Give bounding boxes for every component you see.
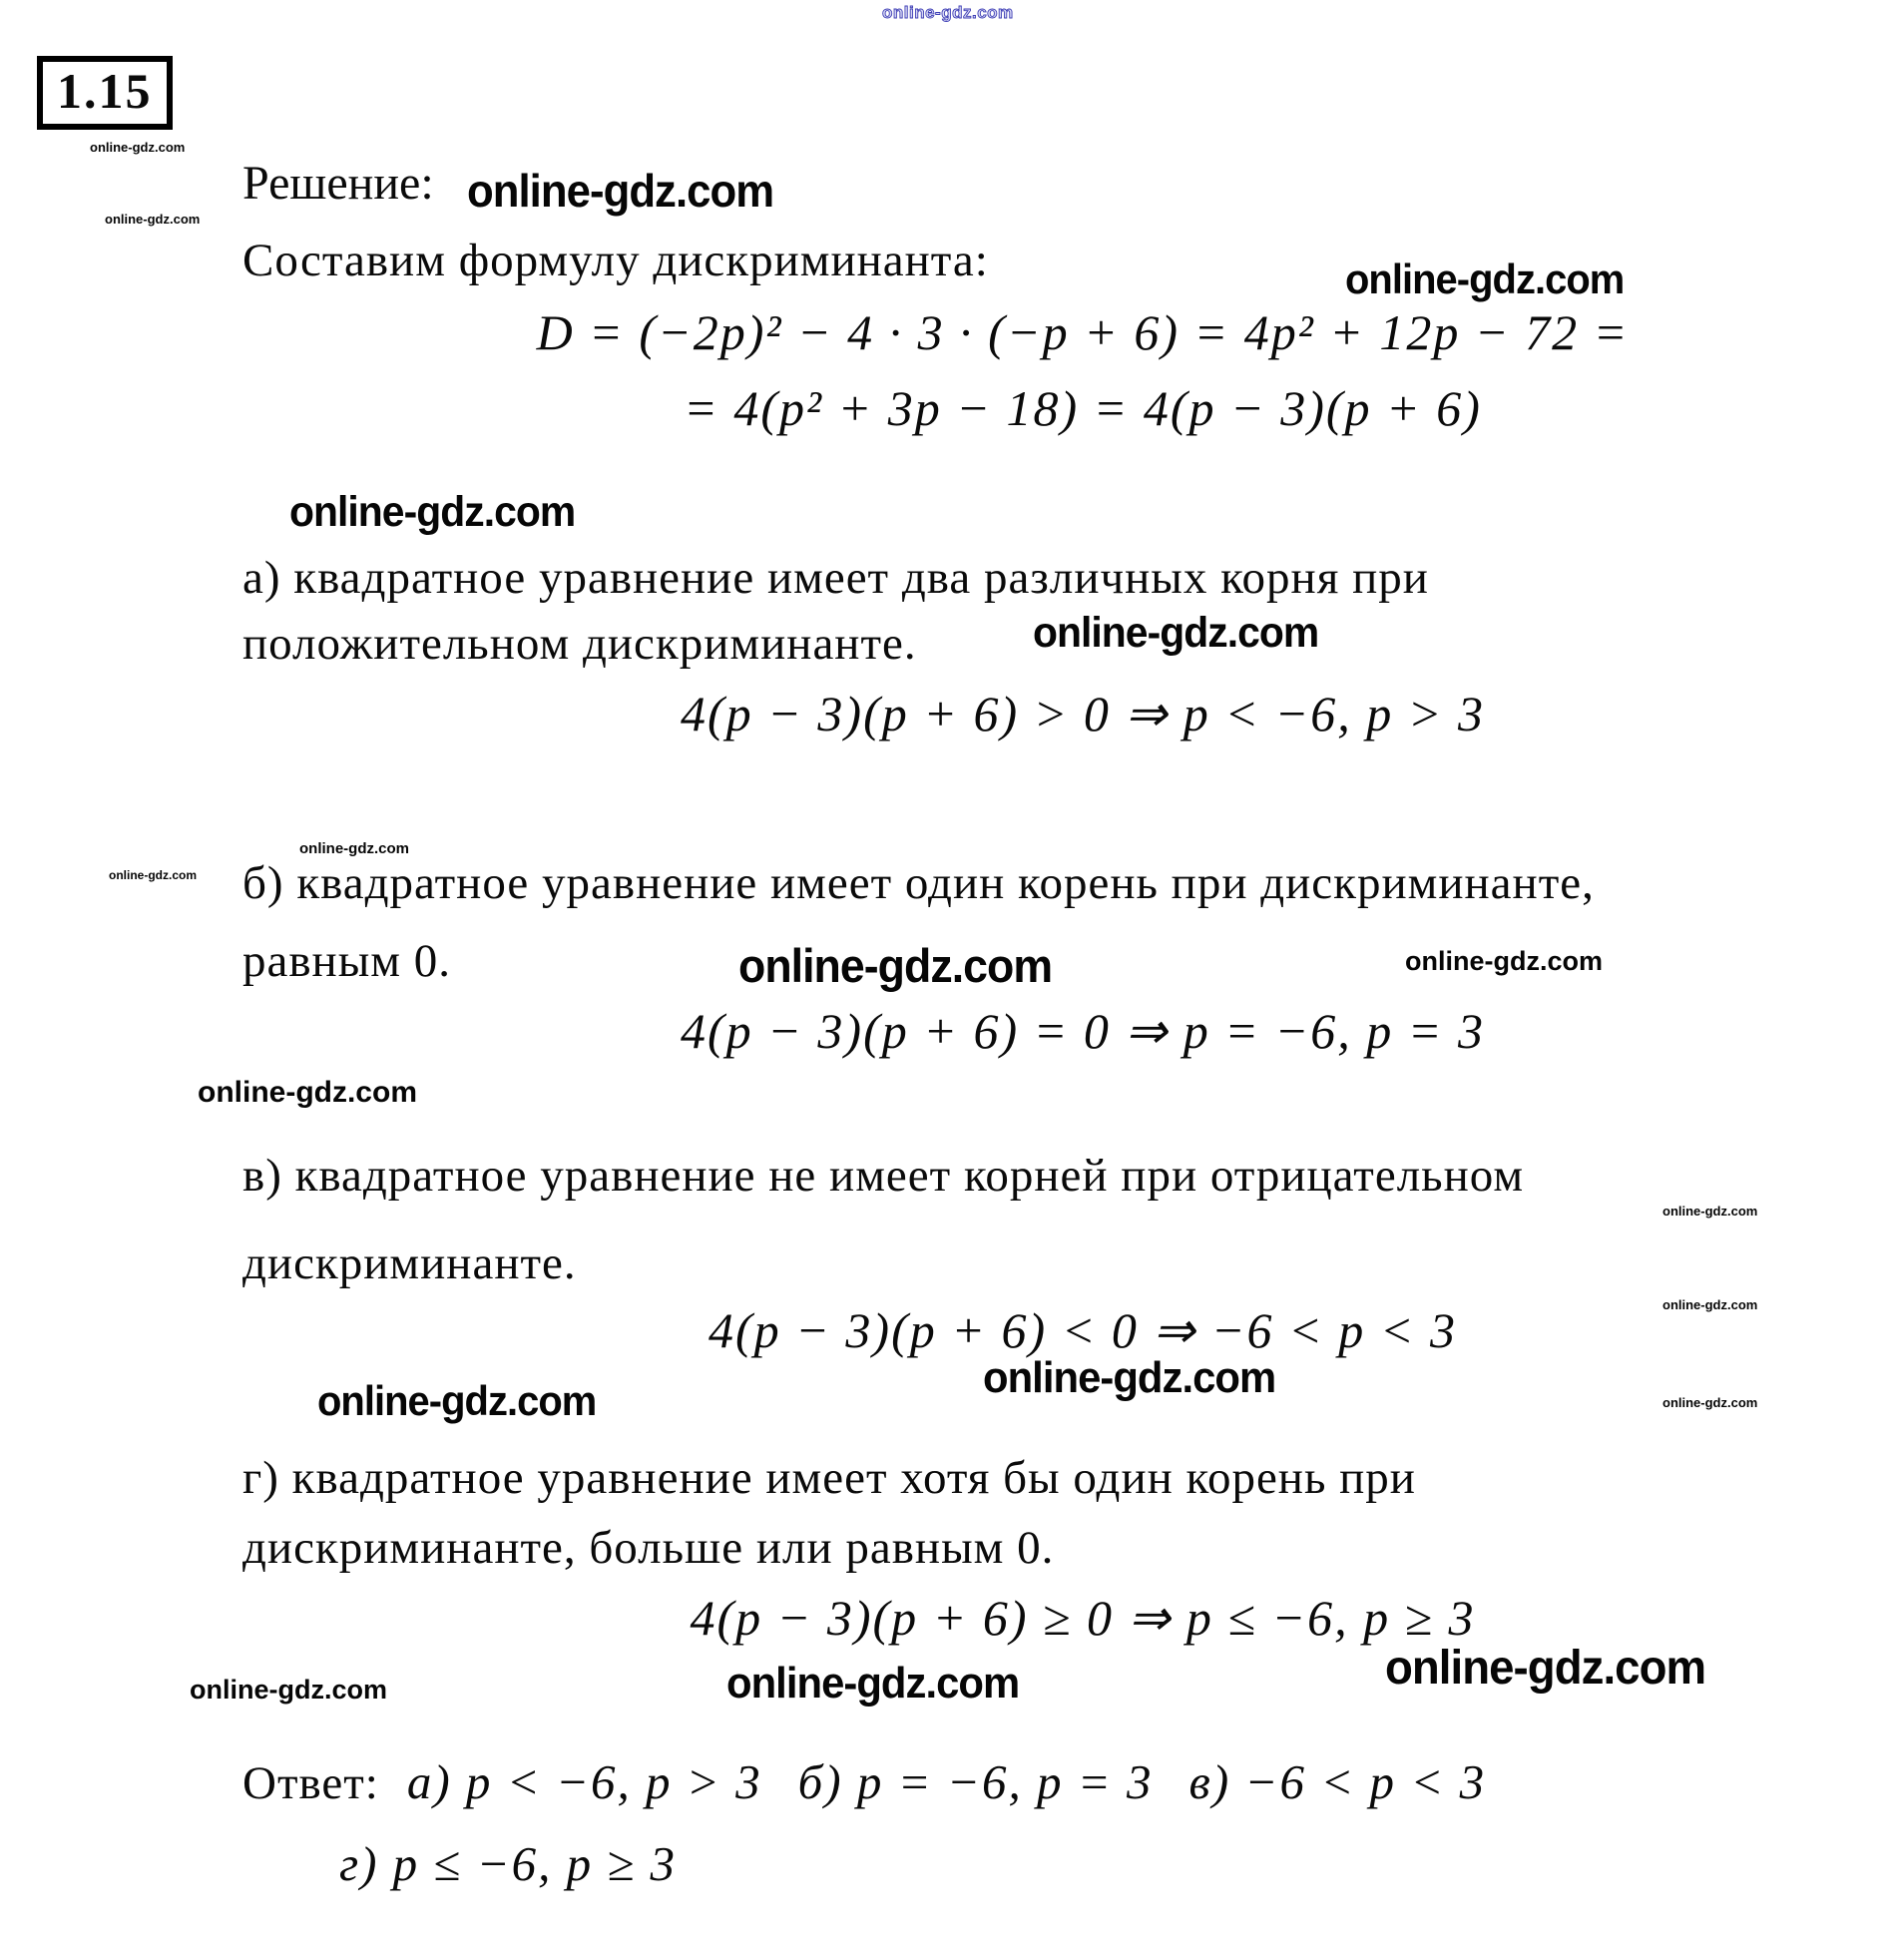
watermark: online-gdz.com	[198, 1076, 417, 1109]
discriminant-formula-line-1: D = (−2p)² − 4 · 3 · (−p + 6) = 4p² + 12p − 72 =	[536, 304, 1630, 360]
problem-number: 1.15	[57, 63, 153, 119]
case-a-line-1: а) квадратное уравнение имеет два различных корня при	[242, 552, 1429, 604]
watermark: online-gdz.com	[726, 1659, 1020, 1708]
watermark: online-gdz.com	[1662, 1297, 1758, 1312]
watermark: online-gdz.com	[1385, 1642, 1706, 1695]
watermark: online-gdz.com	[289, 488, 576, 536]
case-g-formula: 4(p − 3)(p + 6) ≥ 0 ⇒ p ≤ −6, p ≥ 3	[690, 1590, 1476, 1646]
watermark: online-gdz.com	[1405, 946, 1603, 976]
problem-number-box	[37, 56, 173, 130]
answer-part-g: г) p ≤ −6, p ≥ 3	[339, 1836, 678, 1891]
watermark: online-gdz.com	[90, 140, 186, 155]
answer-label: Ответ:	[242, 1757, 379, 1809]
case-v-line-2: дискриминанте.	[242, 1237, 577, 1289]
watermark-blue: online-gdz.com	[882, 3, 1014, 22]
watermark: online-gdz.com	[983, 1353, 1276, 1402]
solution-heading: Решение:	[242, 157, 434, 210]
watermark: online-gdz.com	[299, 840, 409, 857]
case-b-formula: 4(p − 3)(p + 6) = 0 ⇒ p = −6, p = 3	[681, 1003, 1485, 1059]
case-v-formula: 4(p − 3)(p + 6) < 0 ⇒ −6 < p < 3	[709, 1302, 1457, 1358]
case-v-line-1: в) квадратное уравнение не имеет корней при отрицательном	[242, 1150, 1525, 1202]
discriminant-formula-line-2: = 4(p² + 3p − 18) = 4(p − 3)(p + 6)	[684, 380, 1482, 436]
answer-part-a: а) p < −6, p > 3	[406, 1754, 762, 1809]
watermark: online-gdz.com	[1662, 1204, 1758, 1219]
watermark: online-gdz.com	[317, 1377, 597, 1424]
watermark: online-gdz.com	[1662, 1395, 1758, 1410]
case-b-line-1: б) квадратное уравнение имеет один корень при дискриминанте,	[242, 857, 1595, 909]
answer-line-2	[339, 1838, 677, 1891]
case-a-line-2: положительном дискриминанте.	[242, 618, 917, 670]
watermark: online-gdz.com	[105, 212, 201, 227]
case-b-line-2: равным 0.	[242, 935, 452, 987]
answer-line	[242, 1756, 1486, 1809]
watermark: online-gdz.com	[109, 868, 197, 882]
watermark: online-gdz.com	[738, 939, 1053, 992]
watermark: online-gdz.com	[190, 1675, 387, 1705]
case-g-line-2: дискриминанте, больше или равным 0.	[242, 1522, 1055, 1574]
case-g-line-1: г) квадратное уравнение имеет хотя бы один корень при	[242, 1452, 1416, 1504]
answer-part-v: в) −6 < p < 3	[1188, 1754, 1487, 1809]
watermark: online-gdz.com	[1345, 255, 1625, 302]
watermark: online-gdz.com	[467, 165, 774, 217]
intro-line: Составим формулу дискриминанта:	[242, 235, 989, 286]
watermark: online-gdz.com	[1033, 609, 1319, 657]
answer-part-b: б) p = −6, p = 3	[797, 1754, 1154, 1809]
case-a-formula: 4(p − 3)(p + 6) > 0 ⇒ p < −6, p > 3	[681, 686, 1485, 741]
